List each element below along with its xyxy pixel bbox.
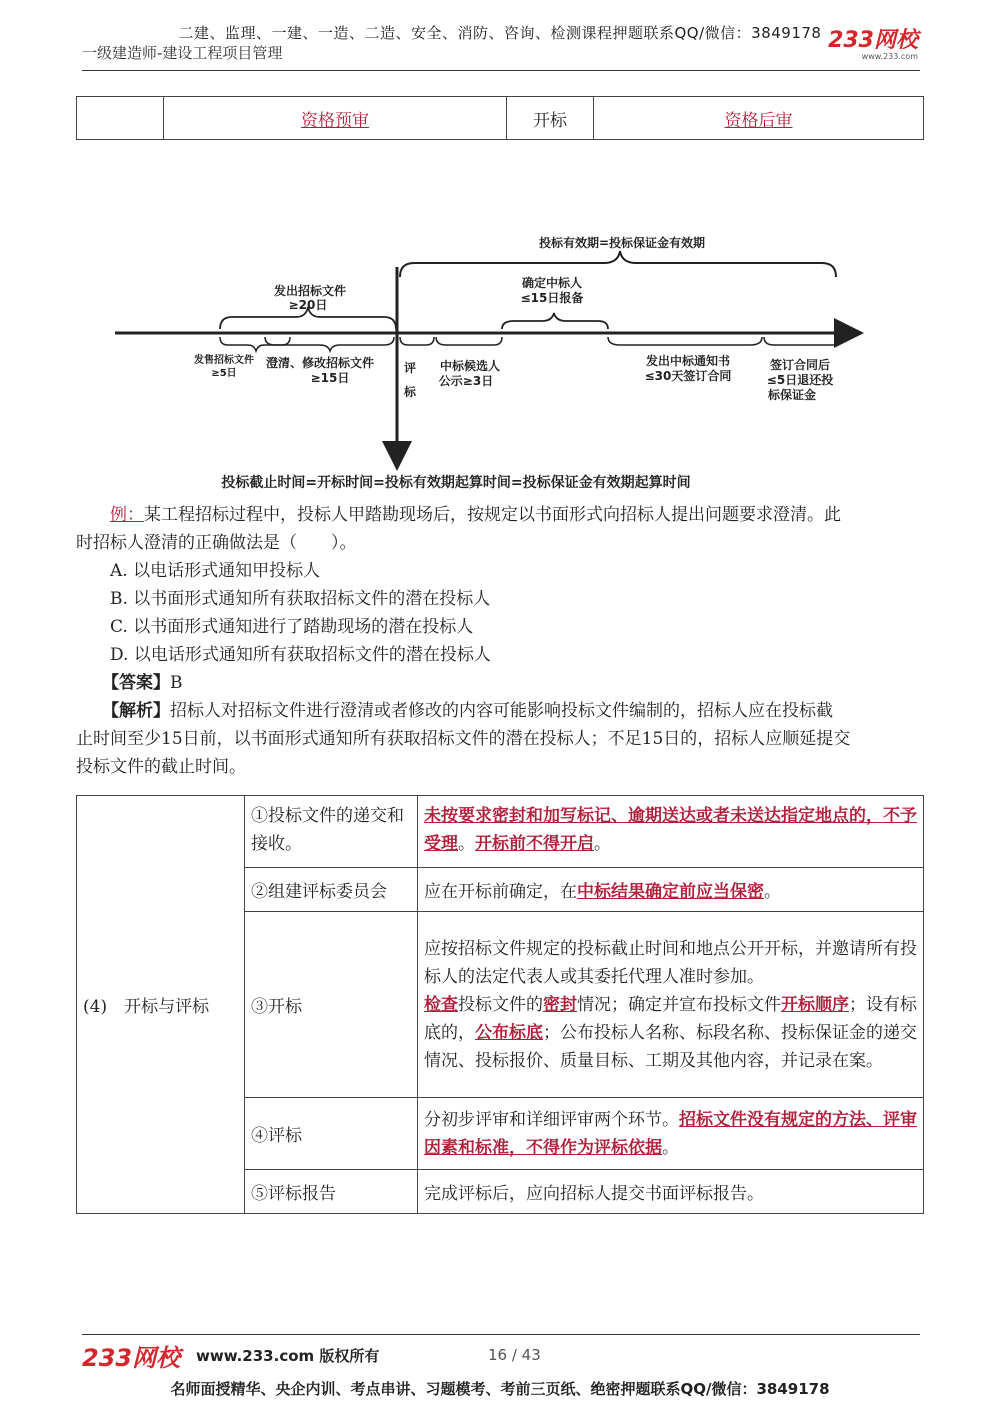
sign-label: 签订合同后 bbox=[769, 358, 831, 372]
analysis-line1 bbox=[76, 697, 926, 725]
text: 投标文件的 bbox=[458, 994, 543, 1015]
option-c: C. 以书面形式通知进行了踏勘现场的潜在投标人 bbox=[110, 617, 474, 637]
top-table-cell-prequal: 资格预审 bbox=[164, 97, 507, 140]
answer-value: B bbox=[170, 673, 183, 693]
text: 应按招标文件规定的投标截止时间和地点公开开标，并邀请所有投标人的法定代表人或其委托代理人准时参加。 bbox=[424, 938, 917, 987]
section-cell: (4) 开标与评标 bbox=[77, 796, 245, 1214]
text: 。 bbox=[662, 1137, 679, 1158]
red-text: 检查 bbox=[424, 994, 458, 1015]
clarify-brace bbox=[265, 337, 394, 351]
issue-docs-label: 发出招标文件 bbox=[273, 284, 347, 298]
red-text: 未按要求密封和加写标记、逾期送达或者未送达指定地点的，不予受理 bbox=[424, 806, 917, 854]
example-question-line2: 时招标人澄清的正确做法是（ ）。 bbox=[76, 533, 357, 553]
text: 应在开标前确定，在 bbox=[424, 882, 577, 902]
step-cell-4: ④评标 bbox=[245, 1098, 418, 1170]
red-text: 开标顺序 bbox=[781, 994, 849, 1015]
top-table-cell-postqual: 资格后审 bbox=[594, 97, 924, 140]
doc-subtitle: 一级建造师-建设工程项目管理 bbox=[82, 44, 283, 62]
step-cell-5: ⑤评标报告 bbox=[245, 1170, 418, 1214]
sell-docs-label: 发售招标文件 bbox=[194, 355, 254, 366]
clarify-days: ≥15日 bbox=[310, 371, 350, 385]
evaluate-label-2: 标 bbox=[403, 385, 417, 399]
candidate-brace bbox=[436, 337, 502, 345]
red-text: 中标结果确定前应当保密 bbox=[577, 882, 764, 902]
determine-winner-days: ≤15日报备 bbox=[520, 291, 584, 305]
step-cell-2: ②组建评标委员会 bbox=[245, 868, 418, 912]
issue-docs-days: ≥20日 bbox=[288, 298, 328, 312]
example-prefix: 例： bbox=[110, 505, 144, 525]
clarify-label: 澄清、修改招标文件 bbox=[265, 356, 375, 370]
validity-brace bbox=[400, 251, 836, 277]
opening-evaluation-table bbox=[76, 795, 924, 1214]
analysis-line2: 止时间至少15日前，以书面形式通知所有获取招标文件的潜在投标人；不足15日的，招标人应顺延提交 bbox=[76, 729, 851, 749]
text: 。 bbox=[458, 834, 475, 854]
answer-line bbox=[76, 669, 926, 697]
red-text: 招标文件没有规定的方法、评审因素和标准，不得作为评标依据 bbox=[424, 1109, 917, 1158]
validity-label: 投标有效期=投标保证金有效期 bbox=[538, 236, 706, 250]
example-question-line1 bbox=[76, 501, 926, 529]
answer-label: 【答案】 bbox=[102, 673, 170, 693]
sell-docs-days: ≥5日 bbox=[211, 368, 237, 379]
page-number: 16 / 43 bbox=[488, 1346, 541, 1364]
text: 。 bbox=[764, 882, 781, 902]
top-table-cell-empty bbox=[77, 97, 164, 140]
text: ；公布投标人名称、标段名称、投标保证金的递交情况、投标报价、质量目标、工期及其他内容，并记录在案。 bbox=[424, 1022, 917, 1071]
sign-brace bbox=[764, 337, 844, 345]
red-text: 公布标底 bbox=[475, 1022, 543, 1043]
header-banner: 二建、监理、一建、一造、二造、安全、消防、咨询、检测课程押题联系QQ/微信：3849178 bbox=[178, 24, 822, 42]
option-d: D. 以电话形式通知所有获取招标文件的潜在投标人 bbox=[110, 645, 491, 665]
analysis-label: 【解析】 bbox=[102, 701, 170, 721]
candidate-days: 公示≥3日 bbox=[438, 374, 494, 388]
option-a: A. 以电话形式通知甲投标人 bbox=[110, 561, 321, 581]
footer-rule bbox=[82, 1334, 920, 1335]
deadline-label: 投标截止时间=开标时间=投标有效期起算时间=投标保证金有效期起算时间 bbox=[221, 475, 691, 491]
notice-brace bbox=[608, 337, 762, 345]
option-b: B. 以书面形式通知所有获取招标文件的潜在投标人 bbox=[110, 589, 491, 609]
footer-logo: 233网校 bbox=[82, 1344, 181, 1372]
content-cell-4 bbox=[418, 1098, 924, 1170]
analysis-line3: 投标文件的截止时间。 bbox=[76, 757, 246, 777]
red-text: 密封 bbox=[543, 994, 577, 1015]
candidate-label: 中标候选人 bbox=[439, 359, 501, 373]
text: ；设有标底的， bbox=[424, 994, 917, 1043]
determine-winner-brace bbox=[502, 313, 608, 329]
text: 分初步评审和详细评审两个环节。 bbox=[424, 1109, 679, 1130]
header-logo-text: 233网校 bbox=[828, 28, 918, 53]
example-question bbox=[76, 501, 926, 781]
text: 情况；确定并宣布投标文件 bbox=[577, 994, 781, 1015]
content-cell-1 bbox=[418, 796, 924, 868]
table-row bbox=[77, 796, 924, 868]
question-text-1: 某工程招标过程中，投标人甲踏勘现场后，按规定以书面形式向招标人提出问题要求澄清。此 bbox=[144, 505, 841, 525]
sell-docs-brace bbox=[220, 337, 290, 351]
bidding-timeline-diagram bbox=[100, 225, 880, 495]
top-table-cell-opening: 开标 bbox=[507, 97, 594, 140]
footer-site: www.233.com 版权所有 bbox=[196, 1347, 380, 1365]
header-rule bbox=[82, 70, 920, 71]
evaluate-brace bbox=[400, 337, 434, 345]
determine-winner-label: 确定中标人 bbox=[521, 276, 583, 290]
content-cell-3 bbox=[418, 912, 924, 1098]
header-logo bbox=[818, 30, 918, 61]
evaluate-label-1: 评 bbox=[403, 361, 417, 375]
footer-banner: 名师面授精华、央企内训、考点串讲、习题模考、考前三页纸、绝密押题联系QQ/微信：3849178 bbox=[170, 1380, 830, 1398]
content-cell-2 bbox=[418, 868, 924, 912]
header-logo-url: www.233.com bbox=[861, 52, 918, 61]
red-text: 开标前不得开启 bbox=[475, 834, 594, 854]
sign-days-2: 标保证金 bbox=[767, 388, 817, 402]
step-cell-3: ③开标 bbox=[245, 912, 418, 1098]
sign-days: ≤5日退还投 bbox=[766, 373, 834, 387]
content-cell-5: 完成评标后，应向招标人提交书面评标报告。 bbox=[418, 1170, 924, 1214]
analysis-text-1: 招标人对招标文件进行澄清或者修改的内容可能影响投标文件编制的，招标人应在投标截 bbox=[170, 701, 833, 721]
step-cell-1: ①投标文件的递交和接收。 bbox=[245, 796, 418, 868]
notice-label: 发出中标通知书 bbox=[645, 354, 731, 368]
top-table bbox=[76, 96, 924, 140]
notice-days: ≤30天签订合同 bbox=[644, 369, 732, 383]
text: 。 bbox=[594, 834, 611, 854]
